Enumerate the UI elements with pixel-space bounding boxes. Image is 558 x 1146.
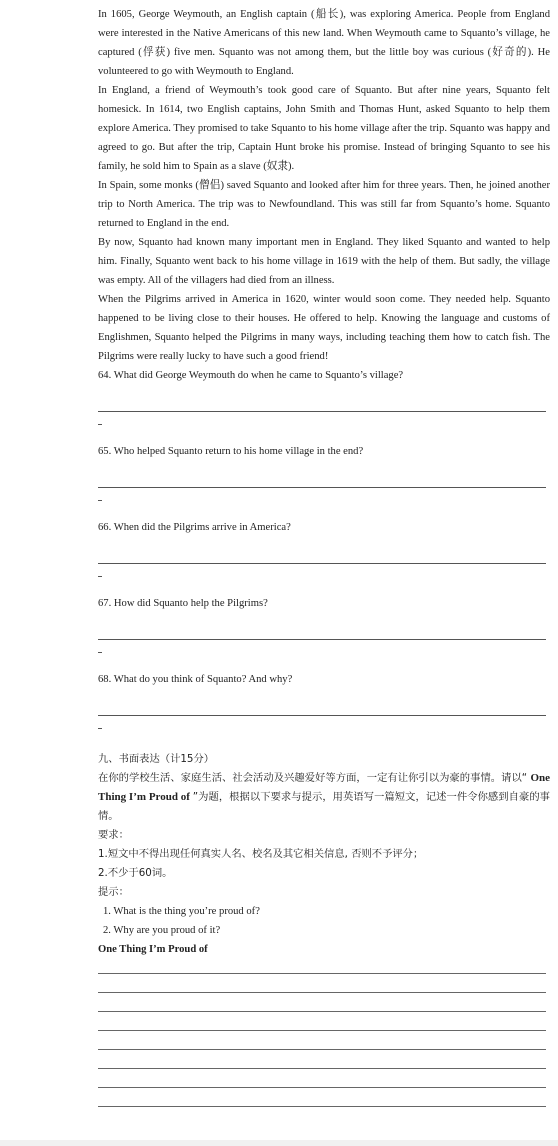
answer-line-end [98,500,102,501]
writing-line[interactable] [98,1011,546,1012]
reading-passage [98,5,550,366]
passage-paragraph: When the Pilgrims arrived in America in 1620, winter would soon come. They needed help. Squanto happened to be living close to their houses. He offered to help. Knowing the language and customs of Englishmen, Squanto helped the Pilgrims in many ways, including teaching them how to catch fish. The Pilgrims were really lucky to have such a good friend! [98,294,550,362]
question-item [98,442,550,518]
instruction-text: ”为题，根据以下要求与提示，用英语写一篇短文，记述一件令你感到自豪的事情。 [98,791,550,822]
question-text: 68. What do you think of Squanto? And why? [98,674,293,685]
worksheet-page [98,5,550,1107]
writing-line[interactable] [98,973,546,974]
passage-paragraph: In Spain, some monks (僧侣) saved Squanto and looked after him for three years. Then, he joined another trip to North America. The trip was to Newfoundland. This was still far from Squanto’s home. Squanto returned to England in the end. [98,180,550,229]
writing-line[interactable] [98,1068,546,1069]
instruction-text: 在你的学校生活、家庭生活、社会活动及兴趣爱好等方面，一定有让你引以为豪的事情。请以“ [98,772,531,784]
writing-lines[interactable] [98,959,550,1107]
writing-line[interactable] [98,1030,546,1031]
writing-section [98,750,550,1107]
section-title: 九、书面表达（计15分） [98,753,215,765]
requirement-item: 1.短文中不得出现任何真实人名、校名及其它相关信息, 否则不予评分； [98,848,424,860]
answer-line-end [98,652,102,653]
passage-paragraph: In England, a friend of Weymouth’s took good care of Squanto. But after nine years, Squanto felt homesick. In 1614, two English captains, John Smith and Thomas Hunt, asked Squanto to help them explore America. They promised to take Squanto to his home village after the trip. Squanto was happy and agreed to go. But after the trip, Captain Hunt broke his promise. Instead of bringing Squanto to see his family, he sold him to Spain as a slave (奴隶). [98,85,550,172]
question-item [98,670,550,750]
question-item [98,594,550,670]
answer-line-end [98,728,102,729]
answer-line[interactable] [98,715,546,716]
answer-line-end [98,424,102,425]
question-list [98,366,550,750]
question-item [98,366,550,442]
answer-line[interactable] [98,487,546,488]
requirement-item: 2.不少于60词。 [98,867,173,879]
question-text: 64. What did George Weymouth do when he came to Squanto’s village? [98,370,404,381]
hint-item: 1. What is the thing you’re proud of? [103,906,260,917]
question-text: 67. How did Squanto help the Pilgrims? [98,598,268,609]
passage-paragraph: By now, Squanto had known many important men in England. They liked Squanto and wanted to help him. Finally, Squanto went back to his home village in 1619 with the help of them. But sadly, the village was empty. All of the villagers had died from an illness. [98,237,550,286]
passage-paragraph: In 1605, George Weymouth, an English captain (船长), was exploring America. People from England were interested in the Native Americans of this new land. When Weymouth came to Squanto’s village, he captured (俘获) five men. Squanto was not among them, but the little boy was curious (好奇的). He volunteered to go with Weymouth to England. [98,9,550,77]
requirements-label: 要求： [98,829,129,841]
answer-line[interactable] [98,639,546,640]
answer-line[interactable] [98,411,546,412]
page-bottom-edge [0,1140,558,1146]
writing-line[interactable] [98,1049,546,1050]
instruction-essay-title: One Thing I’m Proud of [98,772,550,803]
hints-label: 提示： [98,886,129,898]
writing-line[interactable] [98,992,546,993]
question-text: 66. When did the Pilgrims arrive in America? [98,522,291,533]
writing-line[interactable] [98,1087,546,1088]
writing-instruction [98,769,550,826]
question-item [98,518,550,594]
answer-line[interactable] [98,563,546,564]
question-text: 65. Who helped Squanto return to his home village in the end? [98,446,364,457]
answer-line-end [98,576,102,577]
writing-line[interactable] [98,1106,546,1107]
essay-title: One Thing I’m Proud of [98,944,208,955]
hint-item: 2. Why are you proud of it? [103,925,221,936]
